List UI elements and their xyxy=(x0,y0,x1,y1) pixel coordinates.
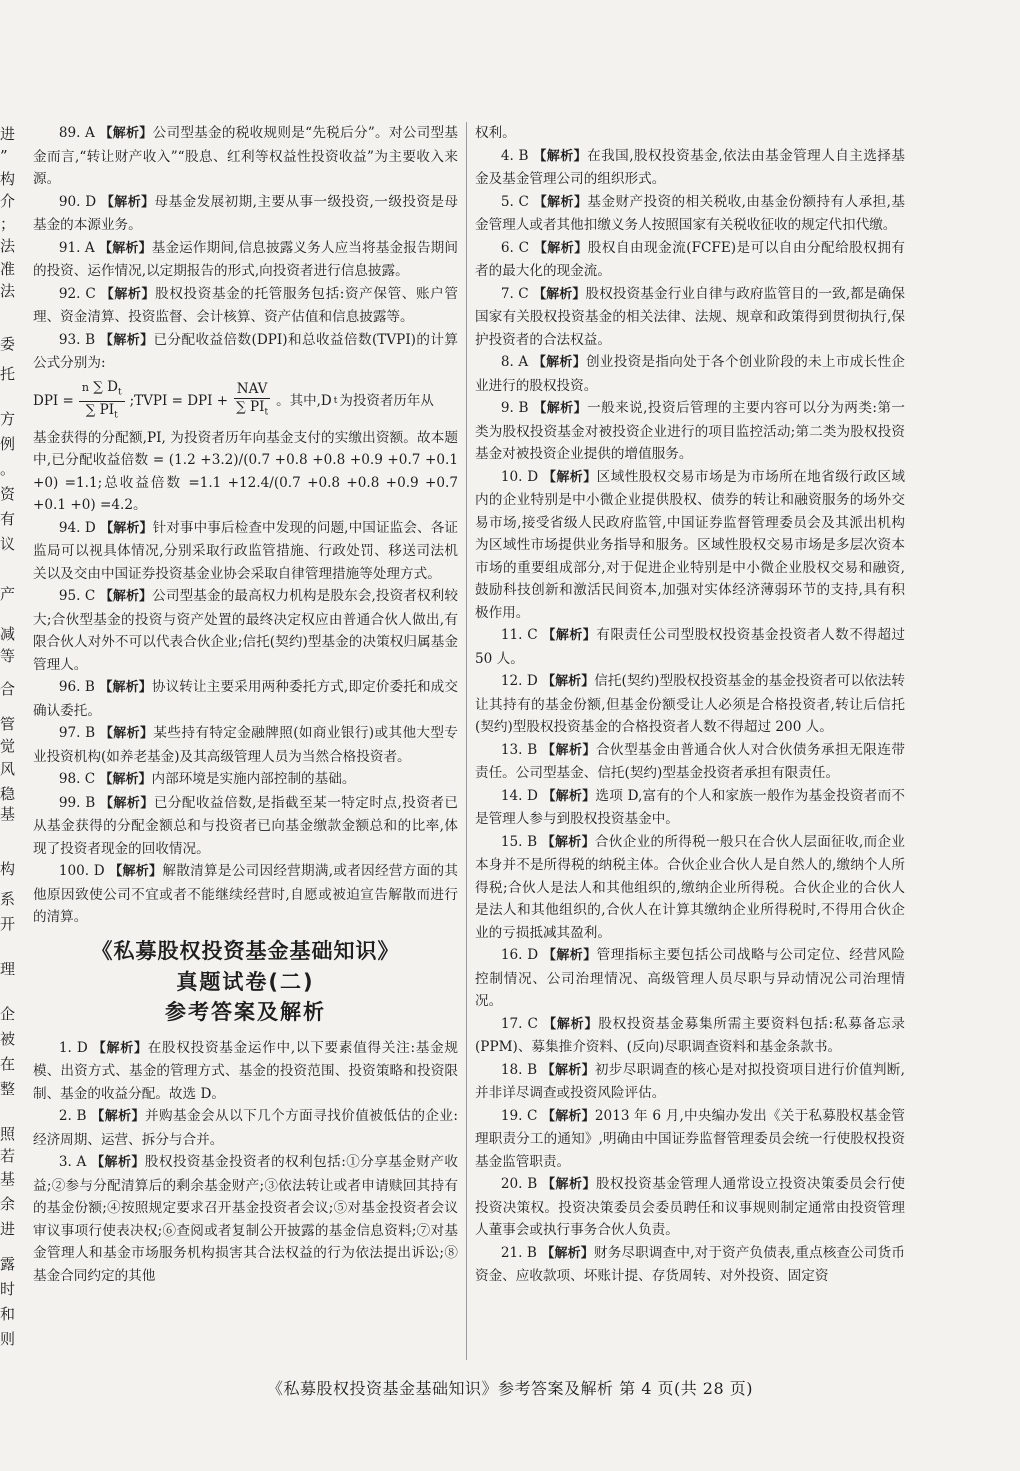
section-title xyxy=(33,935,458,1027)
entry-number: 21. B xyxy=(500,1244,542,1261)
answer-entry xyxy=(475,1105,905,1174)
formula-dpi-denominator: ∑ PI xyxy=(85,402,115,419)
answer-entry xyxy=(475,466,905,625)
analysis-tag: 【解析】 xyxy=(533,148,588,164)
entry-text: 一般来说,投资后管理的主要内容可以分为两类:第一类为股权投资基金对被投资企业进行的项目监控活动;第二类为股权投资基金对被投资企业提供的增值服务。 xyxy=(475,400,906,462)
margin-fragment: 构 xyxy=(0,170,16,188)
answer-entry xyxy=(475,145,905,191)
margin-fragment: 托 xyxy=(0,365,16,383)
entry-text: 有限责任公司型股权投资基金投资者人数不得超过 50 人。 xyxy=(475,627,905,667)
answer-entry xyxy=(33,768,458,792)
answer-entry xyxy=(475,1013,905,1059)
analysis-tag: 【解析】 xyxy=(533,194,588,210)
answer-entry xyxy=(33,517,458,586)
analysis-tag: 【解析】 xyxy=(542,788,596,804)
formula-dpi-lhs: DPI = xyxy=(33,393,74,410)
answer-entry xyxy=(475,785,905,831)
entry-text: 已分配收益倍数(DPI)和总收益倍数(TVPI)的计算公式分别为: xyxy=(33,331,458,371)
answer-entry xyxy=(33,860,458,929)
entry-text: 初步尽职调查的核心是对拟投资项目进行价值判断,并非详尽调查或投资风险评估。 xyxy=(475,1061,905,1101)
analysis-tag: 【解析】 xyxy=(99,332,154,348)
entry-number: 4. B xyxy=(500,147,534,164)
entry-number: 99. B xyxy=(58,794,100,811)
answer-entry xyxy=(33,676,458,722)
margin-fragment: 议 xyxy=(0,535,16,553)
analysis-tag: 【解析】 xyxy=(91,1109,145,1125)
margin-fragment: 被 xyxy=(0,1030,16,1048)
entry-text: 某些持有特定金融牌照(如商业银行)或其他大型专业投资机构(如养老基金)及其高级管理人员为当然合格投资者。 xyxy=(33,725,458,765)
continuation-text: 权利。 xyxy=(475,125,516,141)
margin-fragment: 等 xyxy=(0,647,16,665)
entry-text: 合伙企业的所得税一般只在合伙人层面征收,而企业本身并不是所得税的纳税主体。合伙企业合伙人是自然人的,缴纳个人所得税;合伙人是法人和其他组织的,缴纳企业所得税。合伙企业的合伙人是法人和其他组织的,合伙人在计算其缴纳企业所得税时,不得用合伙企业的亏损抵减其盈利。 xyxy=(475,833,905,941)
entry-text: 股权投资基金的托管服务包括:资产保管、账户管理、资金清算、投资监督、会计核算、资产估值和信息披露等。 xyxy=(33,285,458,325)
sum-top: n xyxy=(81,380,89,394)
analysis-tag: 【解析】 xyxy=(543,1016,599,1032)
entry-number: 94. D xyxy=(58,519,101,536)
entry-number: 93. B xyxy=(58,331,100,348)
answer-entry xyxy=(33,283,458,329)
margin-fragment: 方 xyxy=(0,410,16,428)
entry-number: 7. C xyxy=(500,285,534,302)
entry-text: 在我国,股权投资基金,依法由基金管理人自主选择基金及基金管理公司的组织形式。 xyxy=(475,147,905,187)
margin-fragment: 露 xyxy=(0,1255,16,1273)
margin-fragment: 时 xyxy=(0,1280,16,1298)
analysis-tag: 【解析】 xyxy=(533,401,588,416)
margin-fragment: ” xyxy=(0,147,8,165)
margin-fragment: 觉 xyxy=(0,737,16,755)
margin-fragment: 开 xyxy=(0,915,16,933)
analysis-tag: 【解析】 xyxy=(92,1040,148,1056)
formula-dpi-numerator: ∑ D xyxy=(93,378,118,395)
entry-number: 10. D xyxy=(500,468,543,485)
entry-text: 已分配收益倍数,是指截至某一特定时点,投资者已从基金获得的分配金额总和与投资者已向基金缴款金额总和的比率,体现了投资者现金的回收情况。 xyxy=(33,794,458,857)
answer-entry xyxy=(475,237,905,283)
margin-fragment: 减 xyxy=(0,625,16,643)
formula-dpi-fraction: $\frac{n \sum D_t}{\sum PI_t}$ xyxy=(79,379,125,425)
margin-fragment: 合 xyxy=(0,680,16,698)
analysis-tag: 【解析】 xyxy=(99,772,152,788)
entry-text: 管理指标主要包括公司战略与公司定位、经营风险控制情况、公司治理情况、高级管理人员尽职与异动情况公司治理情况。 xyxy=(475,947,905,1009)
analysis-tag: 【解析】 xyxy=(541,1062,595,1078)
analysis-tag: 【解析】 xyxy=(541,1245,594,1261)
formula-tvpi-fraction: $\frac{\text{NAV}}{\sum PI_t}$ xyxy=(233,381,271,422)
entry-number: 5. C xyxy=(500,193,534,210)
entry-number: 11. C xyxy=(500,627,543,643)
entry-number: 13. B xyxy=(500,741,543,758)
margin-fragment: 则 xyxy=(0,1330,16,1348)
analysis-tag: 【解析】 xyxy=(542,628,597,643)
answer-entry xyxy=(475,944,905,1013)
answer-entry xyxy=(33,329,458,375)
entry-number: 3. A xyxy=(58,1154,92,1171)
analysis-tag: 【解析】 xyxy=(541,834,595,850)
margin-fragment: 余 xyxy=(0,1195,16,1213)
right-column xyxy=(475,122,905,1288)
entry-number: 12. D xyxy=(500,673,543,689)
entry-number: 18. B xyxy=(500,1061,542,1078)
analysis-tag: 【解析】 xyxy=(542,948,597,963)
section-title-line1: 《私募股权投资基金基础知识》 xyxy=(91,938,400,963)
margin-fragment: 若 xyxy=(0,1147,16,1165)
entry-text: 股权投资基金募集所需主要资料包括:私募备忘录(PPM)、募集推介资料、(反向)尽职调查资料和基金条款书。 xyxy=(475,1015,905,1055)
formula-tvpi-numerator: NAV xyxy=(234,381,271,399)
left-margin-fragments xyxy=(0,125,20,1355)
entry-text: 股权自由现金流(FCFE)是可以自由分配给股权拥有者的最大化的现金流。 xyxy=(475,239,905,279)
answer-entry xyxy=(33,237,458,283)
entry-number: 8. A xyxy=(500,354,533,370)
analysis-tag: 【解析】 xyxy=(541,1108,595,1124)
column-divider xyxy=(466,122,467,1360)
entry-text: 在股权投资基金运作中,以下要素值得关注:基金规模、出资方式、基金的管理方式、基金的投资范围、投资策略和投资限制、基金的收益分配。故选 D。 xyxy=(33,1039,458,1102)
entry-text: 股权投资基金行业自律与政府监管目的一致,都是确保国家有关股权投资基金的相关法律、法规、规章和政策得到贯彻执行,保护投资者的合法权益。 xyxy=(475,285,905,348)
answer-entry xyxy=(475,624,905,670)
entry-number: 20. B xyxy=(500,1176,543,1192)
answer-entry xyxy=(33,427,458,517)
answer-entry xyxy=(33,792,458,861)
entry-number: 89. A xyxy=(58,125,100,141)
margin-fragment: 管 xyxy=(0,715,16,733)
entry-text: 解散清算是公司因经营期满,或者因经营方面的其他原因致使公司不宜或者不能继续经营时,自愿或被迫宣告解散而进行的清算。 xyxy=(33,863,458,926)
entry-text: 针对事中事后检查中发现的问题,中国证监会、各证监局可以视具体情况,分别采取行政监管措施、行政处罚、移送司法机关以及交由中国证券投资基金业协会采取自律管理措施等处理方式。 xyxy=(33,519,458,582)
margin-fragment: 有 xyxy=(0,510,16,528)
page-footer: 《私募股权投资基金基础知识》参考答案及解析 第 4 页(共 28 页) xyxy=(267,1379,753,1398)
answer-entry xyxy=(33,1151,458,1287)
margin-fragment: 进 xyxy=(0,125,16,143)
analysis-tag: 【解析】 xyxy=(100,795,154,811)
margin-fragment: 基 xyxy=(0,1170,16,1188)
margin-fragment: 系 xyxy=(0,890,16,908)
margin-fragment: 委 xyxy=(0,335,16,353)
entry-text: 选项 D,富有的个人和家族一般作为基金投资者而不是管理人参与到股权投资基金中。 xyxy=(475,787,905,827)
entry-text: 股权投资基金管理人通常设立投资决策委员会行使投资决策权。投资决策委员会委员聘任和议事规则制定通常由投资管理人董事会或执行事务合伙人负责。 xyxy=(475,1176,905,1238)
answer-entry xyxy=(475,670,905,739)
analysis-tag: 【解析】 xyxy=(99,589,153,605)
section-title-line2: 真题试卷(二) xyxy=(176,969,315,994)
answer-entry xyxy=(33,585,458,676)
entry-number: 100. D xyxy=(58,863,110,880)
analysis-tag: 【解析】 xyxy=(100,520,153,536)
margin-fragment: 稳 xyxy=(0,785,16,803)
analysis-tag: 【解析】 xyxy=(109,864,163,880)
formula-tail: 。其中,D xyxy=(276,393,332,410)
margin-fragment: ； xyxy=(0,215,16,233)
entry-text: 母基金发展初期,主要从事一级投资,一级投资是母基金的本源业务。 xyxy=(33,193,458,233)
entry-text: 基金获得的分配额,PI, 为投资者历年向基金支付的实缴出资额。故本题中,已分配收益倍数 = (1.2 +3.2)/(0.7 +0.8 +0.8 +0.9 +0.7 +0.1 +0) =1.1;总收益倍数 =1.1 +12.4/(0.7 +0.8 +0.8 +0.9 +0.7 +0.1 +0) =4.2。 xyxy=(33,429,458,514)
entry-text: 公司型基金的最高权力机构是股东会,投资者权利较大;合伙型基金的投资与资产处置的最终决定权应由普通合伙人做出,有限合伙人对外不可以代表合伙企业;信托(契约)型基金的决策权归属基金管理人。 xyxy=(33,588,458,673)
margin-fragment: 产 xyxy=(0,585,16,603)
margin-fragment: 。 xyxy=(0,460,16,478)
margin-fragment: 理 xyxy=(0,960,16,978)
entry-text: 并购基金会从以下几个方面寻找价值被低估的企业:经济周期、运营、拆分与合并。 xyxy=(33,1108,458,1148)
answer-entry xyxy=(33,191,458,237)
answer-entry xyxy=(475,1173,905,1242)
entry-number: 19. C xyxy=(500,1107,542,1124)
margin-fragment: 例 xyxy=(0,435,16,453)
entry-text: 股权投资基金投资者的权利包括:①分享基金财产收益;②参与分配清算后的剩余基金财产;③依法转让或者申请赎回其持有的基金份额;④按照规定要求召开基金投资者会议;⑤对基金投资者会议审议事项行使表决权;⑥查阅或者复制公开披露的基金信息资料;⑦对基金管理人和基金市场服务机构损害其合法权益的行为依法提出诉讼;⑧基金合同约定的其他 xyxy=(33,1154,458,1284)
analysis-tag: 【解析】 xyxy=(91,1155,145,1171)
entry-number: 14. D xyxy=(500,787,543,804)
margin-fragment: 照 xyxy=(0,1125,16,1143)
entry-text: 2013 年 6 月,中央编办发出《关于私募股权基金管理职责分工的通知》,明确由中国证券监督管理委员会统一行使股权投资基金监管职责。 xyxy=(475,1107,905,1170)
entry-text: 合伙型基金由普通合伙人对合伙债务承担无限连带责任。公司型基金、信托(契约)型基金投资者承担有限责任。 xyxy=(475,741,905,781)
formula-separator: ;TVPI = DPI + xyxy=(129,393,229,410)
entry-text: 创业投资是指向处于各个创业阶段的未上市成长性企业进行的股权投资。 xyxy=(475,354,905,394)
answer-entry xyxy=(33,1037,458,1106)
entry-number: 1. D xyxy=(58,1039,93,1056)
margin-fragment: 基 xyxy=(0,805,16,823)
entry-number: 90. D xyxy=(58,193,101,210)
formula-tvpi-denominator: ∑ PI xyxy=(236,399,265,416)
entry-number: 6. C xyxy=(500,239,534,256)
answer-entry xyxy=(475,191,905,237)
entry-number: 91. A xyxy=(58,239,100,256)
margin-fragment: 准 xyxy=(0,260,16,278)
entry-number: 17. C xyxy=(500,1015,544,1032)
entry-number: 9. B xyxy=(500,400,534,416)
analysis-tag: 【解析】 xyxy=(542,1177,596,1192)
analysis-tag: 【解析】 xyxy=(99,726,154,742)
analysis-tag: 【解析】 xyxy=(99,680,152,696)
answer-entry xyxy=(475,831,905,945)
formula-tail2: 为投资者历年从 xyxy=(339,393,434,410)
analysis-tag: 【解析】 xyxy=(99,240,152,256)
analysis-tag: 【解析】 xyxy=(100,286,156,302)
entry-number: 95. C xyxy=(58,588,100,605)
entry-text: 信托(契约)型股权投资基金的基金投资者可以依法转让其持有的基金份额,但基金份额受让人必须是合格投资者,转让后信托(契约)型股权投资基金的合格投资者人数不得超过 200 人。 xyxy=(475,673,905,735)
answer-entry xyxy=(33,722,458,768)
analysis-tag: 【解析】 xyxy=(533,240,588,256)
analysis-tag: 【解析】 xyxy=(542,674,595,689)
entry-number: 2. B xyxy=(58,1108,92,1125)
left-column xyxy=(33,122,458,1287)
margin-fragment: 法 xyxy=(0,282,16,300)
entry-text: 财务尽职调查中,对于资产负债表,重点核查公司货币资金、应收款项、坏账计提、存货周转、对外投资、固定资 xyxy=(475,1244,905,1284)
margin-fragment: 构 xyxy=(0,860,16,878)
answer-entry xyxy=(475,351,905,397)
margin-fragment: 企 xyxy=(0,1005,16,1023)
entry-text: 内部环境是实施内部控制的基础。 xyxy=(151,771,356,788)
answer-entry xyxy=(475,283,905,352)
entry-number: 97. B xyxy=(58,725,100,742)
margin-fragment: 在 xyxy=(0,1055,16,1073)
margin-fragment: 和 xyxy=(0,1305,16,1323)
margin-fragment: 进 xyxy=(0,1220,16,1238)
analysis-tag: 【解析】 xyxy=(542,742,596,758)
analysis-tag: 【解析】 xyxy=(100,194,155,210)
margin-fragment: 法 xyxy=(0,237,16,255)
answer-entry xyxy=(33,122,458,191)
analysis-tag: 【解析】 xyxy=(532,355,586,370)
section-title-line3: 参考答案及解析 xyxy=(165,999,326,1024)
margin-fragment: 风 xyxy=(0,760,16,778)
entry-text: 协议转让主要采用两种委托方式,即定价委托和成交确认委托。 xyxy=(33,679,458,719)
dpi-tvpi-formula: DPI = $\frac{n \sum D_t}{\sum PI_t}$ ;TVPI = DPI + $\frac{\text{NAV}}{\sum PI_t}$ 。其中,D t 为投资者历年从 xyxy=(33,379,458,425)
entry-number: 96. B xyxy=(58,679,100,696)
answer-entry xyxy=(475,739,905,785)
analysis-tag: 【解析】 xyxy=(99,126,153,141)
analysis-tag: 【解析】 xyxy=(542,469,597,485)
entry-text: 基金运作期间,信息披露义务人应当将基金报告期间的投资、运作情况,以定期报告的形式,向投资者进行信息披露。 xyxy=(33,239,458,279)
entry-number: 92. C xyxy=(58,285,101,302)
entry-number: 15. B xyxy=(500,833,542,850)
margin-fragment: 介 xyxy=(0,192,16,210)
entry-text: 区域性股权交易市场是为市场所在地省级行政区域内的企业特别是中小微企业提供股权、债券的转让和融资服务的场外交易市场,接受省级人民政府监管,中国证券监督管理委员会及其派出机构为区域性市场提供业务指导和服务。区域性股权交易市场是多层次资本市场的重要组成部分,对于促进企业特别是中小微企业股权交易和融资,鼓励科技创新和激活民间资本,加强对实体经济薄弱环节的支持,具有积极作用。 xyxy=(475,468,905,621)
answer-entry xyxy=(475,1059,905,1105)
margin-fragment: 资 xyxy=(0,485,16,503)
analysis-tag: 【解析】 xyxy=(533,286,586,302)
entry-text: 基金财产投资的相关税收,由基金份额持有人承担,基金管理人或者其他扣缴义务人按照国家有关税收征收的规定代扣代缴。 xyxy=(475,193,905,233)
answer-entry xyxy=(475,1242,905,1288)
entry-number: 98. C xyxy=(58,771,100,788)
margin-fragment: 整 xyxy=(0,1080,16,1098)
entry-text: 公司型基金的税收规则是“先税后分”。对公司型基金而言,“转让财产收入”“股息、红利等权益性投资收益”为主要收入来源。 xyxy=(33,125,458,187)
answer-entry xyxy=(33,1105,458,1151)
answer-entry xyxy=(475,397,905,466)
entry-number: 16. D xyxy=(500,947,543,963)
